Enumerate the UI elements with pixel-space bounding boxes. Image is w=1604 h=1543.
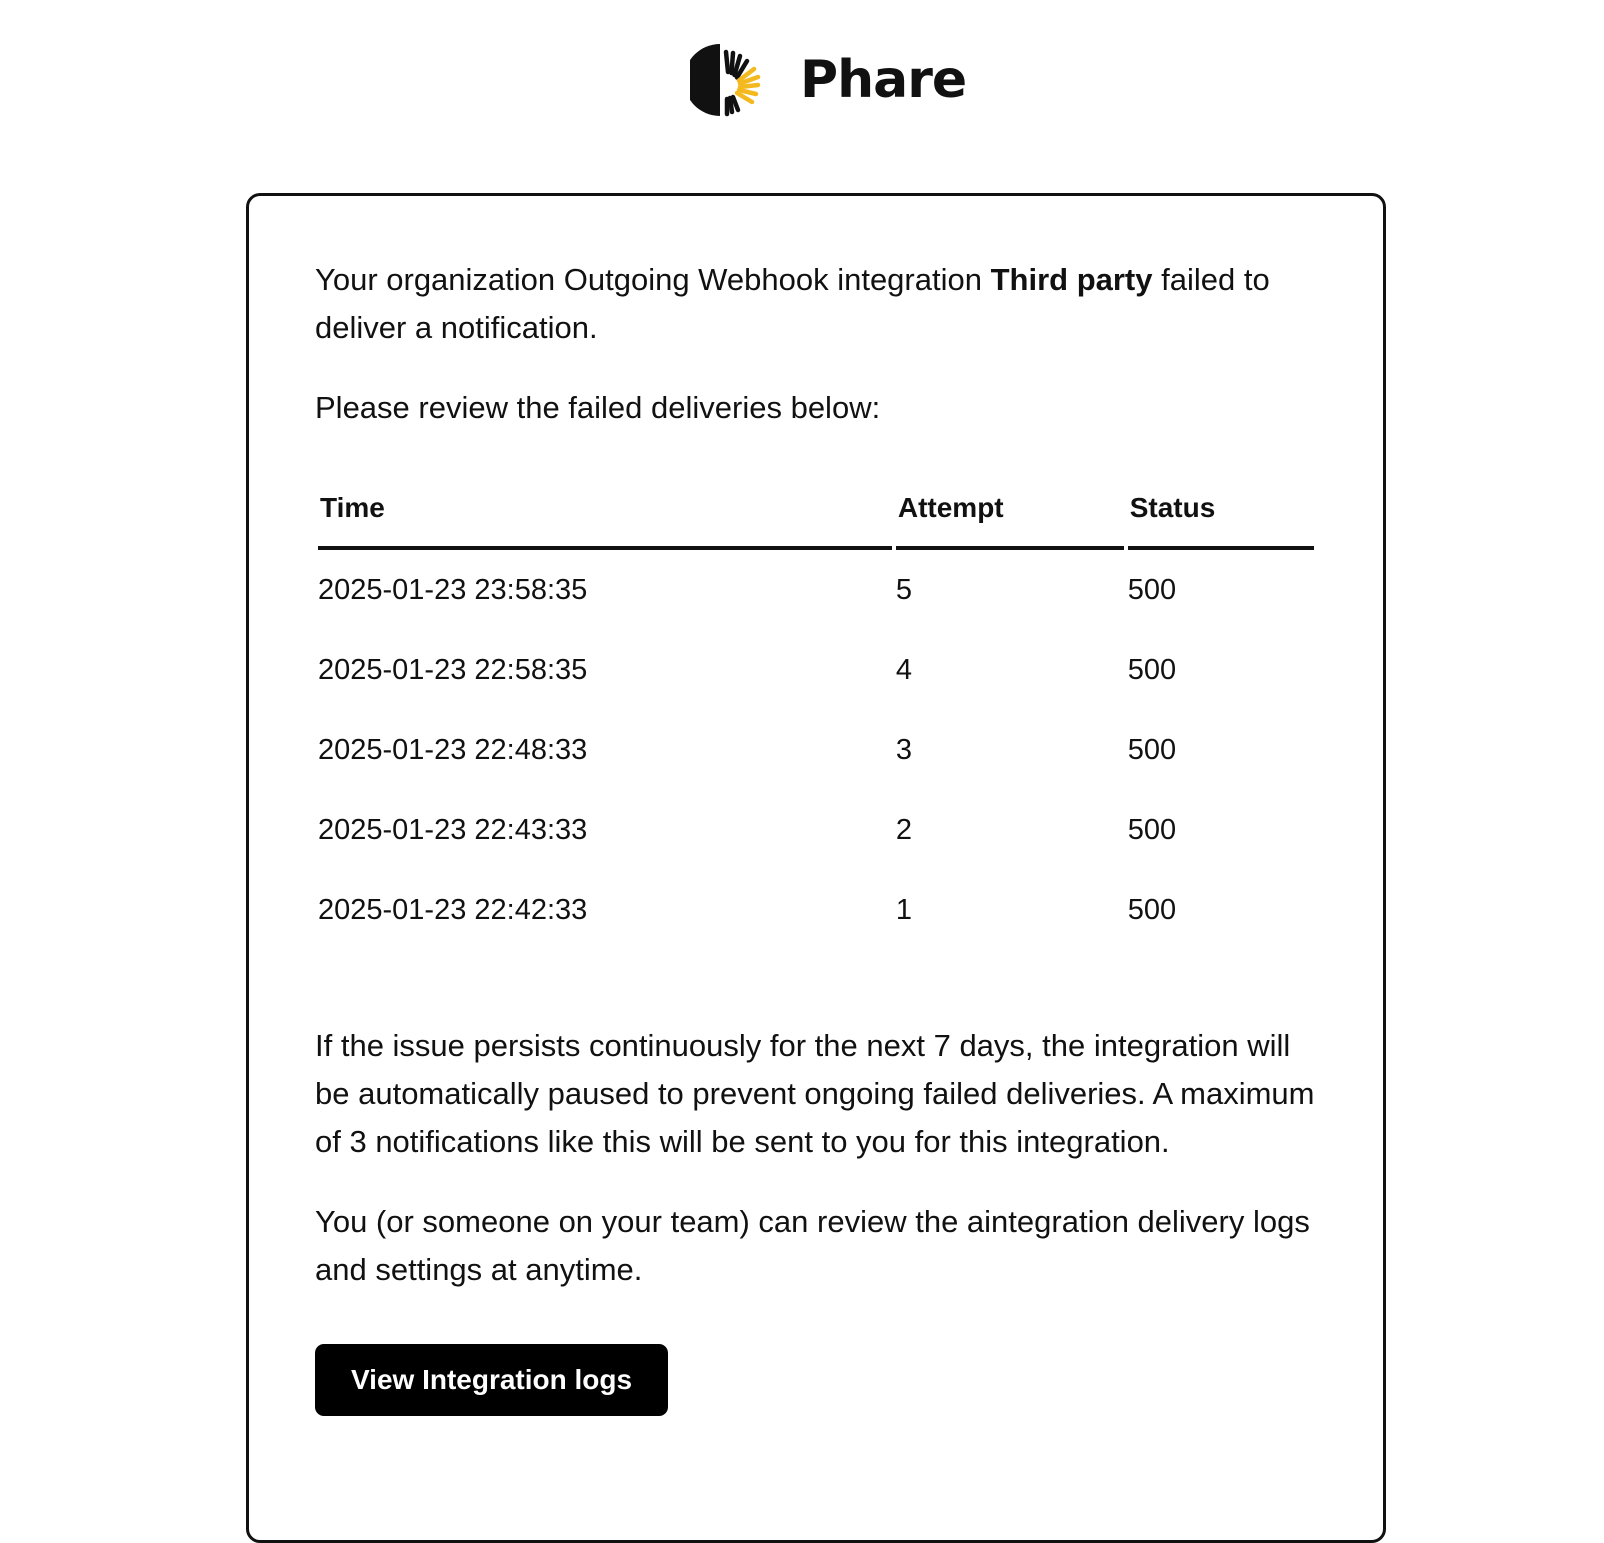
card-content: [315, 256, 1325, 1416]
cell-time: 2025-01-23 22:48:33: [318, 733, 588, 766]
intro-text-after: failed to deliver a notification.: [315, 262, 1270, 345]
cell-attempt: 2: [895, 813, 912, 846]
table-row: [318, 870, 1314, 950]
table-row: [318, 710, 1314, 790]
brand-name: Phare: [800, 50, 967, 110]
persist-notice: If the issue persists continuously for the next 7 days, the integration will be automatically paused to prevent ongoing failed deliveries. A maximum of 3 notifications like this will be sent to you for this integration.: [315, 1028, 1315, 1159]
cell-time: 2025-01-23 22:42:33: [318, 893, 588, 926]
integration-name: Third party: [990, 262, 1153, 297]
cell-time: 2025-01-23 22:43:33: [318, 813, 588, 846]
cell-status: 500: [1127, 733, 1177, 766]
intro-paragraph: [315, 256, 1325, 352]
cell-attempt: 1: [895, 893, 912, 926]
table-row: [318, 790, 1314, 870]
cell-time: 2025-01-23 23:58:35: [318, 573, 588, 606]
table-header-row: [318, 492, 1314, 550]
column-header-time: Time: [318, 492, 892, 550]
review-prompt: Please review the failed deliveries below:: [315, 390, 881, 425]
cell-attempt: 4: [895, 653, 912, 686]
intro-text-before: Your organization Outgoing Webhook integration: [315, 262, 991, 297]
table-row: [318, 630, 1314, 710]
column-header-status: Status: [1128, 492, 1314, 550]
cell-status: 500: [1127, 653, 1177, 686]
cell-status: 500: [1127, 573, 1177, 606]
cell-attempt: 3: [895, 733, 912, 766]
phare-logo-icon: [690, 42, 766, 118]
notification-card: [246, 193, 1386, 1543]
cell-status: 500: [1127, 813, 1177, 846]
column-header-attempt: Attempt: [896, 492, 1124, 550]
team-notice: You (or someone on your team) can review the aintegration delivery logs and settings at anytime.: [315, 1204, 1310, 1287]
brand-header: [690, 40, 966, 120]
cell-time: 2025-01-23 22:58:35: [318, 653, 588, 686]
view-integration-logs-button[interactable]: View Integration logs: [315, 1344, 668, 1416]
cell-attempt: 5: [895, 573, 912, 606]
table-row: [318, 550, 1314, 630]
failed-deliveries-table: [314, 492, 1318, 950]
cell-status: 500: [1127, 893, 1177, 926]
